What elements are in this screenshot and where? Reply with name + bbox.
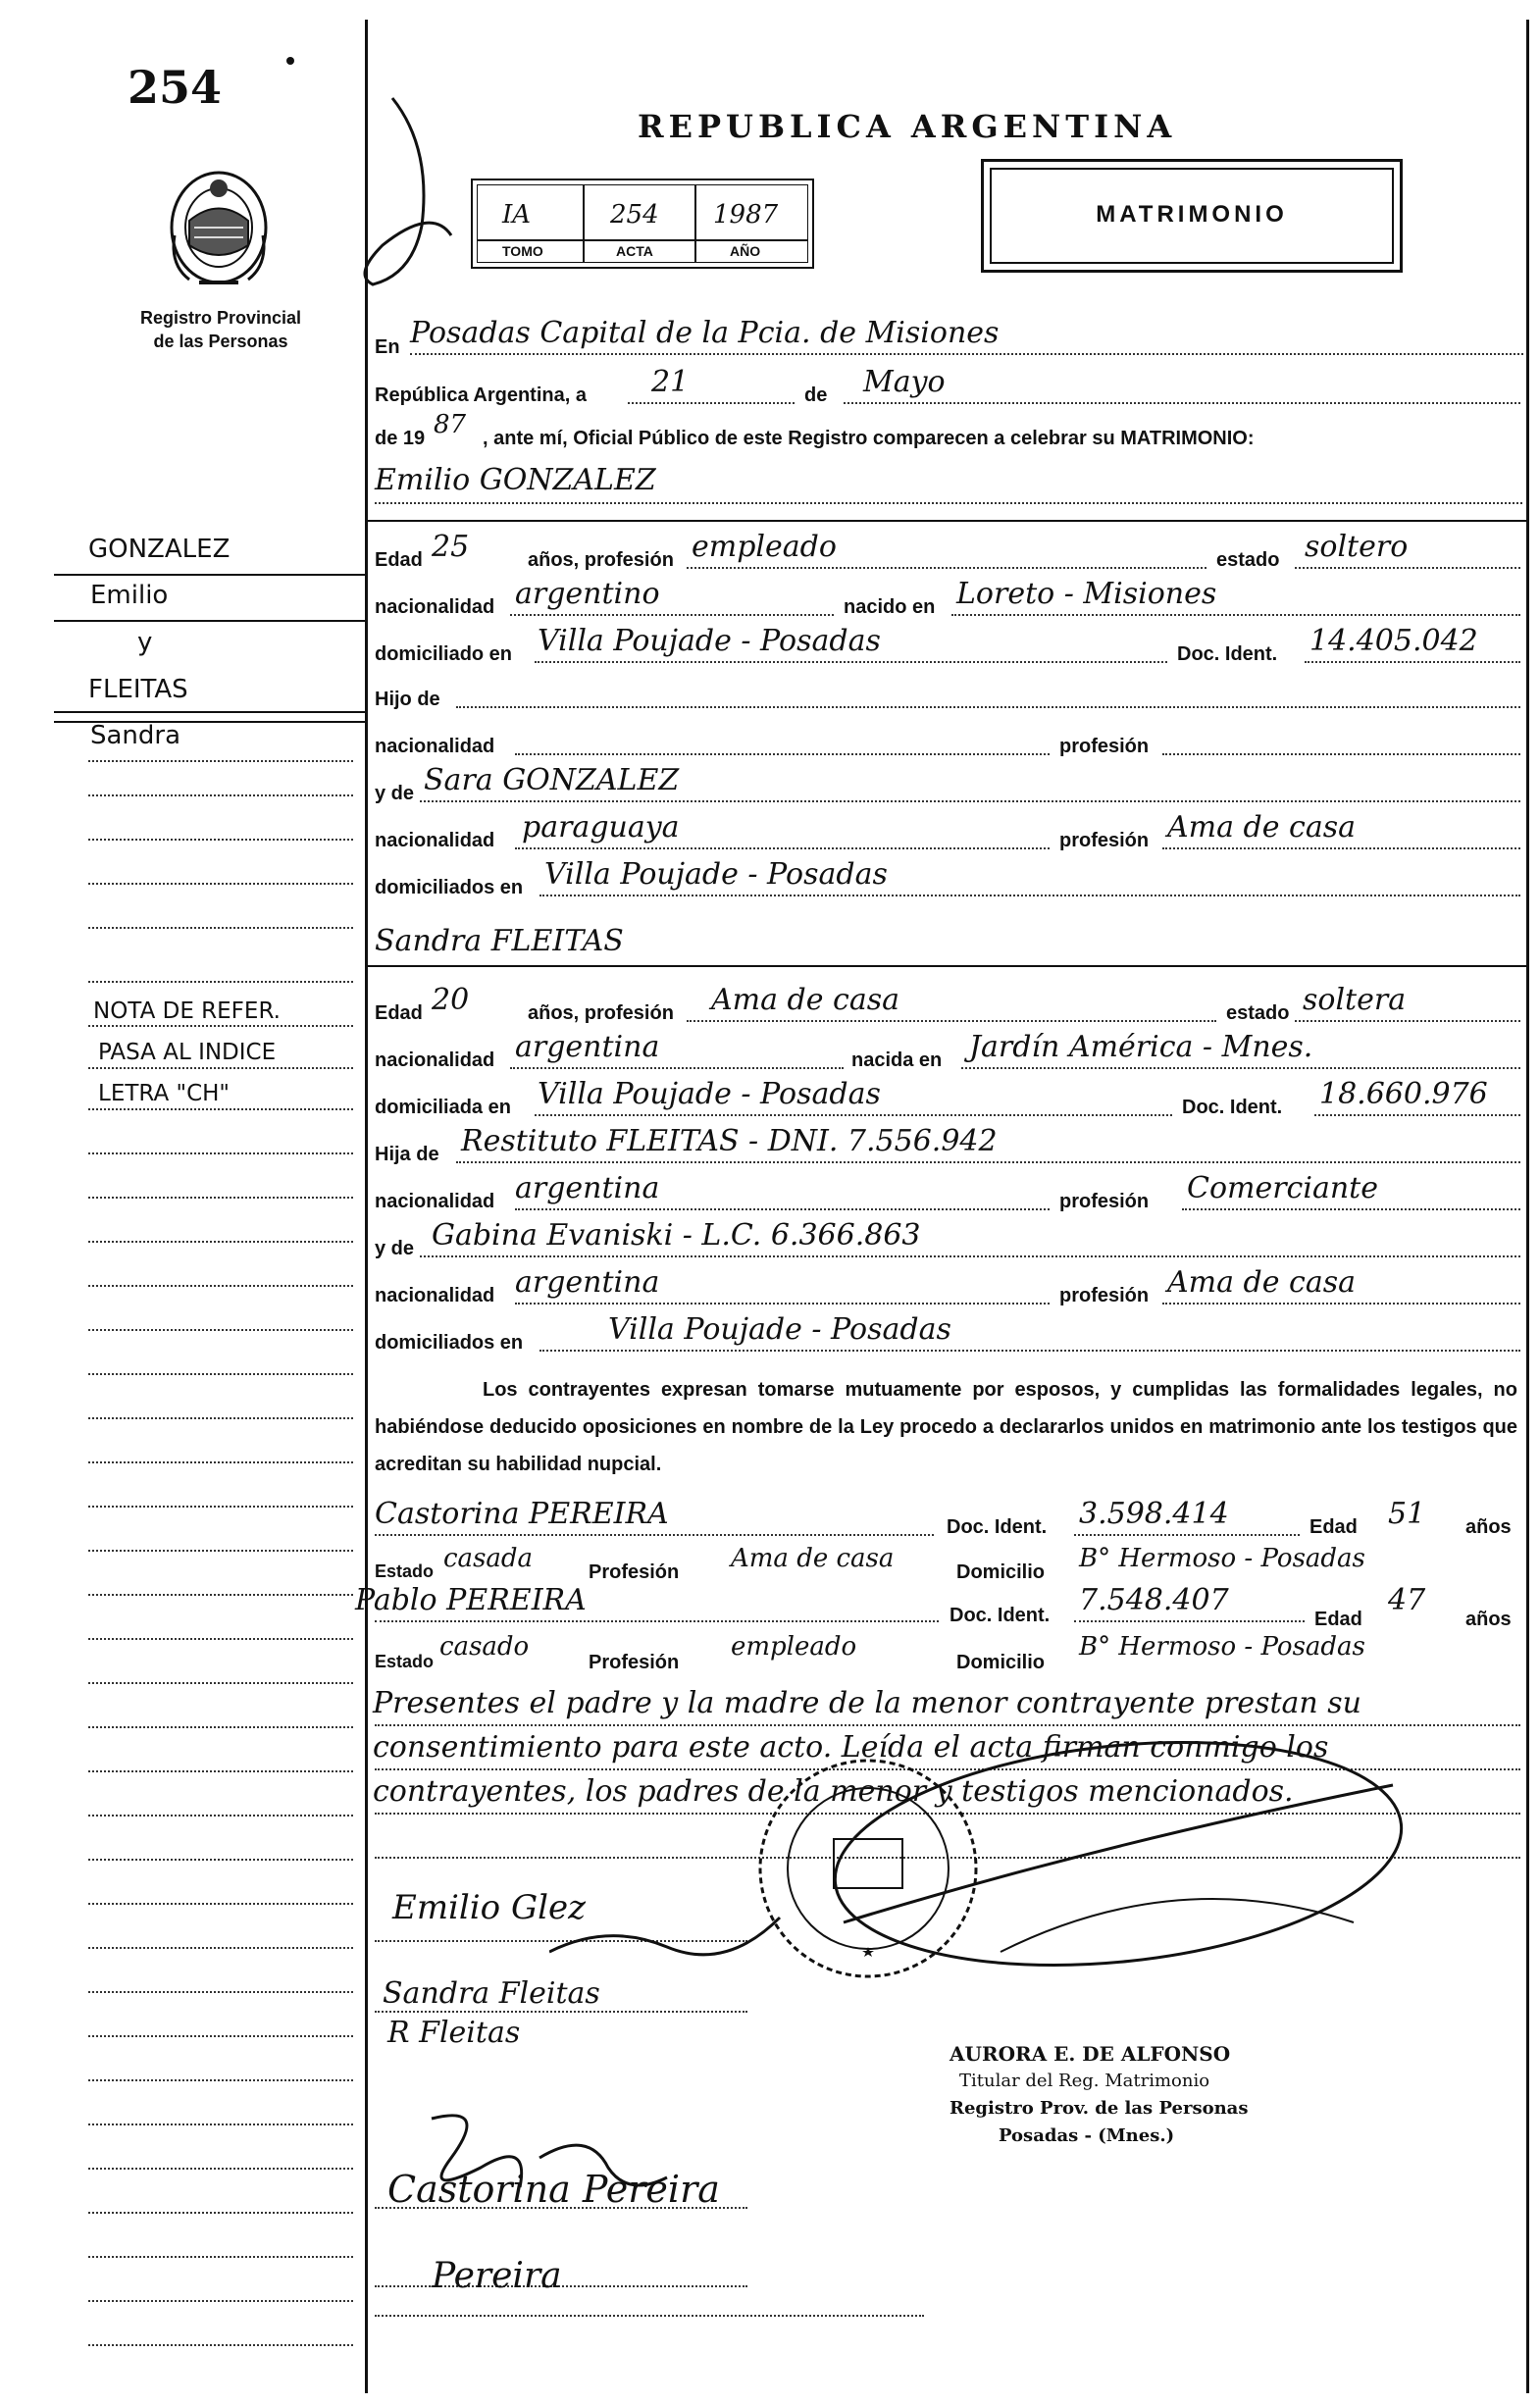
witness-signature-loops bbox=[412, 2099, 706, 2207]
bride-nacida-en: Jardín América - Mnes. bbox=[969, 1030, 1313, 1064]
bride-mother: Gabina Evaniski - L.C. 6.366.863 bbox=[432, 1218, 921, 1253]
witness2-signature: Pereira bbox=[432, 2256, 562, 2296]
country-title: REPUBLICA ARGENTINA bbox=[638, 108, 1177, 145]
witness1-name: Castorina PEREIRA bbox=[375, 1497, 669, 1531]
bride-domicilio: Villa Poujade - Posadas bbox=[538, 1077, 881, 1111]
bride-signature: Sandra Fleitas bbox=[383, 1976, 600, 2011]
bride-mother-prof-label: profesión bbox=[1059, 1285, 1150, 1306]
groom-mother-nac-label: nacionalidad bbox=[375, 830, 495, 851]
witness1-anos-label: años bbox=[1465, 1516, 1512, 1538]
official-flourish bbox=[804, 1726, 1412, 2001]
groom-domicilio-label: domiciliado en bbox=[375, 643, 513, 665]
bride-y-de-label: y de bbox=[375, 1238, 415, 1259]
father-signature: R Fleitas bbox=[387, 2016, 521, 2050]
bride-parents-dom-label: domiciliados en bbox=[375, 1332, 524, 1354]
witness2-estado: casado bbox=[439, 1632, 530, 1662]
record-type-box bbox=[981, 159, 1403, 273]
year-suffix: 87 bbox=[434, 410, 467, 439]
bride-doc: 18.660.976 bbox=[1319, 1077, 1488, 1111]
official-city: Posadas - (Mnes.) bbox=[999, 2125, 1175, 2146]
bride-doc-label: Doc. Ident. bbox=[1182, 1097, 1283, 1118]
groom-domicilio: Villa Poujade - Posadas bbox=[538, 624, 881, 658]
official-office: Registro Prov. de las Personas bbox=[950, 2098, 1249, 2119]
bride-estado-label: estado bbox=[1226, 1002, 1290, 1024]
groom-father-prof-label: profesión bbox=[1059, 736, 1150, 757]
bride-domicilio-label: domiciliada en bbox=[375, 1097, 511, 1118]
bride-mother-nac-label: nacionalidad bbox=[375, 1285, 495, 1306]
bride-edad: 20 bbox=[432, 983, 470, 1017]
bride-profesion: Ama de casa bbox=[711, 983, 899, 1017]
day-value: 21 bbox=[651, 365, 690, 399]
groom-name: Emilio GONZALEZ bbox=[375, 463, 656, 497]
witness2-edad: 47 bbox=[1388, 1583, 1426, 1617]
witness-signature: Castorina Pereira bbox=[387, 2168, 720, 2211]
ink-dot bbox=[286, 57, 294, 65]
margin-name-2: Sandra bbox=[90, 721, 181, 750]
bride-nac-label: nacionalidad bbox=[375, 1049, 495, 1071]
bride-nacida-label: nacida en bbox=[851, 1049, 943, 1071]
witness2-doc: 7.548.407 bbox=[1079, 1583, 1229, 1617]
tomo-value: IA bbox=[502, 200, 532, 230]
witness2-anos-label: años bbox=[1465, 1609, 1512, 1630]
tomo-label: TOMO bbox=[502, 243, 543, 259]
groom-signature-stroke bbox=[549, 1903, 785, 1971]
groom-edad: 25 bbox=[432, 530, 470, 564]
bride-estado: soltera bbox=[1303, 983, 1407, 1017]
groom-profesion-label: años, profesión bbox=[528, 549, 674, 571]
groom-parents-dom: Villa Poujade - Posadas bbox=[544, 857, 888, 892]
bride-edad-label: Edad bbox=[375, 1002, 423, 1024]
comparecen-text: , ante mí, Oficial Público de este Registro comparecen a celebrar su MATRIMONIO: bbox=[483, 428, 1255, 449]
ano-value: 1987 bbox=[713, 200, 779, 230]
witness1-domicilio-label: Domicilio bbox=[956, 1561, 1046, 1583]
groom-nac-label: nacionalidad bbox=[375, 596, 495, 618]
margin-note-line-1: NOTA DE REFER. bbox=[93, 998, 281, 1024]
witness1-profesion-label: Profesión bbox=[589, 1561, 680, 1583]
witness2-domicilio-label: Domicilio bbox=[956, 1652, 1046, 1673]
registry-line-1: Registro Provincial bbox=[139, 308, 302, 328]
margin-y: y bbox=[137, 628, 153, 657]
registry-label bbox=[98, 306, 343, 353]
left-frame-line bbox=[365, 20, 368, 2393]
record-type-label: MATRIMONIO bbox=[1096, 201, 1288, 228]
bride-father: Restituto FLEITAS - DNI. 7.556.942 bbox=[461, 1124, 998, 1158]
groom-mother-nac: paraguaya bbox=[522, 810, 680, 844]
groom-signature: Emilio Glez bbox=[392, 1888, 587, 1927]
official-title: Titular del Reg. Matrimonio bbox=[959, 2071, 1210, 2091]
year-prefix: de 19 bbox=[375, 428, 426, 449]
margin-name-1: Emilio bbox=[90, 581, 169, 610]
witness1-profesion: Ama de casa bbox=[731, 1544, 895, 1573]
bride-mother-nac: argentina bbox=[515, 1265, 660, 1300]
handwritten-notes: Presentes el padre y la madre de la menor contrayente prestan su consentimiento para este acto. Leída el acta firman conmigo los contrayentes, los padres de la menor y testigos mencionados. bbox=[373, 1686, 1361, 1809]
groom-doc-label: Doc. Ident. bbox=[1177, 643, 1278, 665]
declaration-text: Los contrayentes expresan tomarse mutuamente por esposos, y cumplidas las formalidades legales, no habiéndose deducido oposiciones en nombre de la Ley procedo a declararlos unidos en matrimonio ante los testigos que acreditan su habilidad nupcial. bbox=[375, 1379, 1517, 1475]
bride-father-prof: Comerciante bbox=[1187, 1171, 1378, 1205]
tomo-acta-ano-table bbox=[471, 179, 814, 269]
witness1-edad: 51 bbox=[1388, 1497, 1426, 1531]
witness1-doc: 3.598.414 bbox=[1079, 1497, 1229, 1531]
groom-father-nac-label: nacionalidad bbox=[375, 736, 495, 757]
acta-value: 254 bbox=[610, 200, 659, 230]
margin-note-line-2: PASA AL INDICE bbox=[98, 1040, 277, 1065]
groom-profesion: empleado bbox=[692, 530, 837, 564]
witness2-profesion: empleado bbox=[731, 1632, 857, 1662]
witness1-domicilio: B° Hermoso - Posadas bbox=[1079, 1544, 1365, 1573]
witness1-doc-label: Doc. Ident. bbox=[947, 1516, 1048, 1538]
month-value: Mayo bbox=[863, 365, 946, 399]
bride-father-nac: argentina bbox=[515, 1171, 660, 1205]
official-name: AURORA E. DE ALFONSO bbox=[950, 2042, 1231, 2066]
flourish-mark bbox=[353, 88, 471, 304]
de-label: de bbox=[804, 384, 828, 406]
witness1-estado: casada bbox=[443, 1544, 534, 1573]
margin-surname-2: FLEITAS bbox=[88, 675, 188, 704]
acta-label: ACTA bbox=[616, 243, 653, 259]
margin-surname-1: GONZALEZ bbox=[88, 535, 231, 564]
groom-mother-prof-label: profesión bbox=[1059, 830, 1150, 851]
registry-line-2: de las Personas bbox=[153, 332, 288, 351]
bride-mother-prof: Ama de casa bbox=[1167, 1265, 1356, 1300]
bride-name: Sandra FLEITAS bbox=[375, 924, 624, 958]
witness2-edad-label: Edad bbox=[1314, 1609, 1362, 1630]
en-label: En bbox=[375, 336, 400, 358]
witness2-doc-label: Doc. Ident. bbox=[950, 1605, 1051, 1626]
groom-parents-dom-label: domiciliados en bbox=[375, 877, 524, 898]
bride-nacionalidad: argentina bbox=[515, 1030, 660, 1064]
witness1-edad-label: Edad bbox=[1309, 1516, 1358, 1538]
groom-mother-prof: Ama de casa bbox=[1167, 810, 1356, 844]
witness2-name: Pablo PEREIRA bbox=[355, 1583, 587, 1617]
coat-of-arms-emblem bbox=[165, 167, 273, 294]
groom-doc: 14.405.042 bbox=[1309, 624, 1478, 658]
ano-label: AÑO bbox=[730, 243, 761, 259]
groom-mother: Sara GONZALEZ bbox=[424, 763, 680, 797]
margin-note-line-3: LETRA "CH" bbox=[98, 1081, 231, 1106]
groom-nacido-label: nacido en bbox=[844, 596, 936, 618]
witness2-profesion-label: Profesión bbox=[589, 1652, 680, 1673]
witness2-domicilio: B° Hermoso - Posadas bbox=[1079, 1632, 1365, 1662]
republica-label: República Argentina, a bbox=[375, 384, 587, 406]
place-value: Posadas Capital de la Pcia. de Misiones bbox=[410, 316, 1000, 350]
official-stamp bbox=[940, 2040, 1332, 2150]
witness2-estado-label: Estado bbox=[375, 1652, 435, 1671]
right-frame-line bbox=[1526, 20, 1529, 2393]
groom-edad-label: Edad bbox=[375, 549, 423, 571]
page-number: 254 bbox=[128, 61, 223, 114]
groom-hijo-label: Hijo de bbox=[375, 689, 440, 710]
groom-nacido-en: Loreto - Misiones bbox=[956, 577, 1217, 611]
bride-profesion-label: años, profesión bbox=[528, 1002, 674, 1024]
bride-father-prof-label: profesión bbox=[1059, 1191, 1150, 1212]
groom-estado-label: estado bbox=[1216, 549, 1280, 571]
witness1-estado-label: Estado bbox=[375, 1561, 435, 1581]
groom-estado: soltero bbox=[1305, 530, 1409, 564]
bride-hija-label: Hija de bbox=[375, 1144, 439, 1165]
groom-nacionalidad: argentino bbox=[515, 577, 660, 611]
bride-parents-dom: Villa Poujade - Posadas bbox=[608, 1312, 951, 1347]
bride-father-nac-label: nacionalidad bbox=[375, 1191, 495, 1212]
groom-y-de-label: y de bbox=[375, 783, 415, 804]
